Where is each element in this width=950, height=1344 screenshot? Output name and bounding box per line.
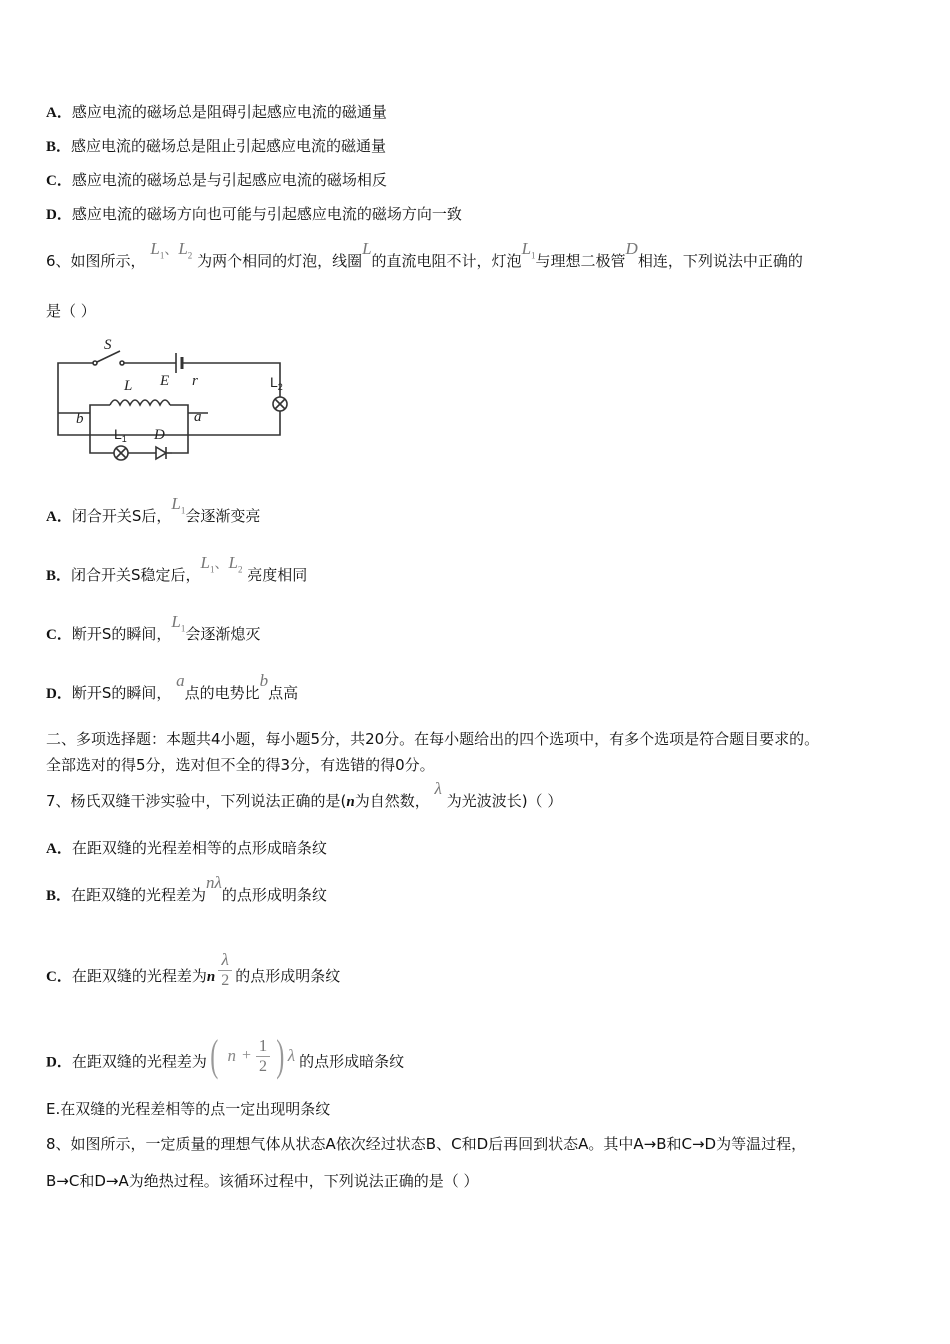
q7-option-a: [46, 838, 327, 859]
stem-text: 为两个相同的灯泡，线圈: [197, 252, 363, 270]
label-point-a: a: [194, 409, 202, 425]
option-text: 会逐渐熄灭: [185, 625, 261, 643]
option-text: 的点形成明条纹: [235, 967, 341, 985]
question-number: 6、: [46, 252, 71, 270]
math-n: n: [346, 794, 355, 810]
option-text: 在距双缝的光程差为: [71, 886, 207, 904]
q6-option-d: [46, 671, 299, 704]
option-text: 在距双缝的光程差为: [71, 1052, 207, 1071]
label-lamp-l1: $L_1$: [114, 426, 127, 444]
label-lamp-l2: $L_2$: [270, 374, 283, 392]
option-label: D．: [46, 686, 72, 702]
stem-text: 如图所示，: [70, 252, 146, 270]
math-sep: 、: [164, 243, 179, 258]
option-text: 闭合开关S后，: [71, 507, 172, 525]
label-point-b: b: [76, 411, 84, 427]
q7-stem: [46, 779, 563, 812]
option-text: 亮度相同: [247, 566, 308, 584]
label-switch-s: S: [104, 337, 112, 353]
option-text: 会逐渐变亮: [185, 507, 261, 525]
option-text: 的点形成明条纹: [221, 886, 327, 904]
stem-text: 相连，下列说法中正确的: [637, 252, 803, 270]
math-L1: $L_1$: [171, 612, 186, 634]
math-n-lambda: nλ: [206, 873, 222, 892]
math-D: D: [625, 239, 638, 258]
label-resistance-r: r: [192, 373, 198, 389]
option-label: D．: [46, 207, 72, 223]
q7-option-d: [46, 1031, 405, 1084]
label-diode-d: D: [154, 427, 165, 443]
option-label: C．: [46, 173, 72, 189]
q6-stem-continued: 是（ ）: [46, 302, 96, 320]
option-text: 在距双缝的光程差为: [71, 967, 207, 985]
q5-option-c: [46, 170, 387, 191]
math-n: n: [206, 969, 216, 985]
stem-text: 与理想二极管: [535, 252, 626, 270]
option-label: A．: [46, 105, 72, 121]
math-L1: $L_1$: [171, 494, 186, 516]
math-L1: $L_1$: [200, 553, 215, 575]
question-number: 7、: [46, 792, 71, 810]
fraction-lambda-over-2: $\frac{\lambda}{2}$: [218, 950, 232, 991]
option-label: A．: [46, 841, 72, 857]
option-text: 感应电流的磁场总是与引起感应电流的磁场相反: [71, 171, 387, 189]
math-L1: $L_1$: [150, 239, 165, 261]
q6-option-c: [46, 612, 261, 650]
math-n-plus-half-lambda: ( n + $\frac{1}{2}$ ) λ: [210, 1031, 296, 1080]
q5-option-b: [46, 136, 386, 157]
section-heading-continued: 全部选对的得5分，选对但不全的得3分，有选错的得0分。: [46, 756, 435, 774]
option-text: 点高: [268, 684, 299, 702]
q5-option-a: [46, 102, 387, 123]
q8-stem-continued: B→C和D→A为绝热过程。该循环过程中，下列说法正确的是（ ）: [46, 1172, 479, 1190]
q8-stem: 8、如图所示，一定质量的理想气体从状态A依次经过状态B、C和D后再回到状态A。其中A→B和C→D为等温过程，: [46, 1135, 807, 1153]
q7-option-e: E.在双缝的光程差相等的点一定出现明条纹: [46, 1100, 331, 1118]
option-text: 感应电流的磁场总是阻止引起感应电流的磁通量: [71, 137, 387, 155]
option-label: D．: [46, 1054, 72, 1071]
option-label: A．: [46, 509, 72, 525]
option-label: B．: [46, 568, 72, 584]
math-sep: 、: [214, 557, 229, 572]
option-text: 断开S的瞬间，: [71, 625, 172, 643]
q6-option-b: [46, 553, 308, 591]
math-a: a: [176, 671, 185, 690]
math-L2: $L_2$: [228, 553, 243, 575]
stem-text: 杨氏双缝干涉实验中，下列说法正确的是(: [70, 792, 347, 810]
stem-text: 为自然数，: [354, 792, 430, 810]
option-label: B．: [46, 139, 72, 155]
math-lambda: λ: [434, 779, 442, 798]
stem-text: 的直流电阻不计，灯泡: [371, 252, 522, 270]
label-emf-e: E: [160, 373, 170, 389]
math-L2: $L_2$: [178, 239, 193, 261]
stem-text: 为光波波长)（ ）: [446, 792, 563, 810]
math-b: b: [259, 671, 269, 690]
math-L1: $L_1$: [521, 239, 536, 261]
math-L: L: [362, 239, 372, 258]
option-text: 点的电势比: [184, 684, 260, 702]
q5-option-d: [46, 204, 462, 225]
label-coil-l: L: [124, 378, 133, 394]
q6-option-a: [46, 494, 261, 532]
option-text: 断开S的瞬间，: [71, 684, 172, 702]
option-label: C．: [46, 969, 72, 985]
option-text: 感应电流的磁场方向也可能与引起感应电流的磁场方向一致: [71, 205, 462, 223]
q7-option-b: [46, 873, 327, 906]
option-text: 闭合开关S稳定后，: [71, 566, 201, 584]
section-heading: 二、多项选择题：本题共4小题，每小题5分，共20分。在每小题给出的四个选项中，有多个选项是符合题目要求的。: [46, 730, 820, 748]
circuit-diagram: [48, 335, 288, 465]
option-text: 的点形成暗条纹: [299, 1052, 405, 1071]
option-text: 感应电流的磁场总是阻碍引起感应电流的磁通量: [71, 103, 387, 121]
q6-stem: [46, 239, 803, 277]
option-label: C．: [46, 627, 72, 643]
q7-option-c: [46, 950, 341, 997]
option-label: B．: [46, 888, 72, 904]
option-text: 在距双缝的光程差相等的点形成暗条纹: [71, 839, 327, 857]
